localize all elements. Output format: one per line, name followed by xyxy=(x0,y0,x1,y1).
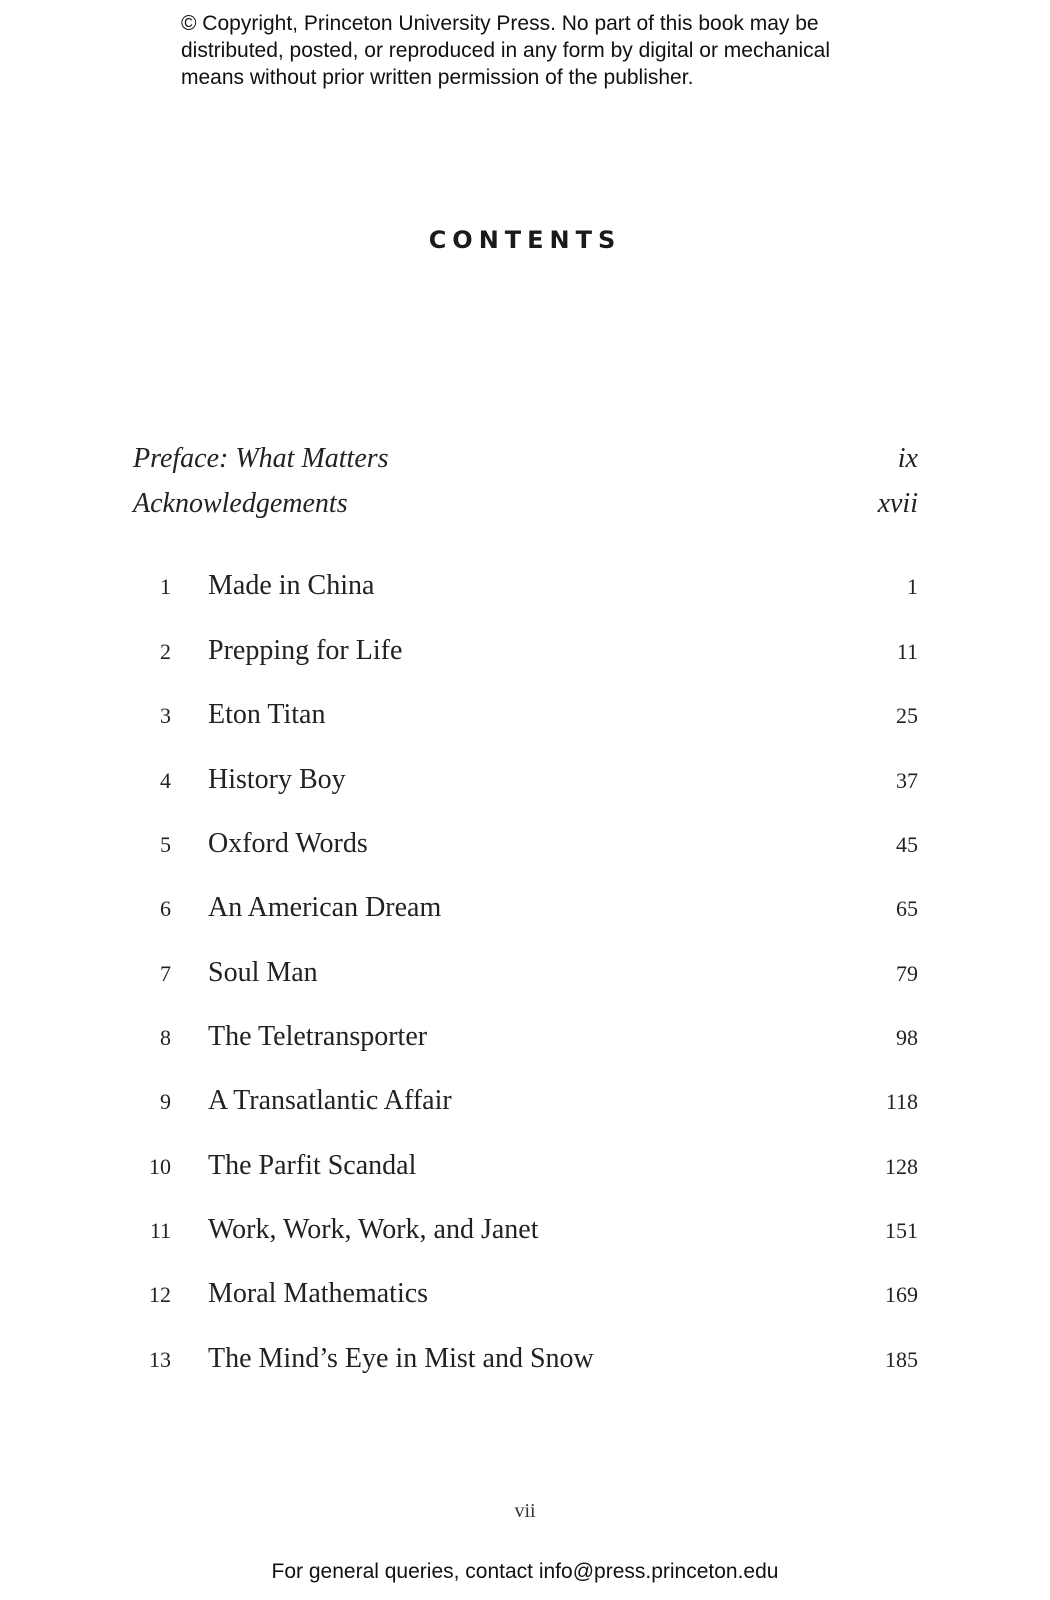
chapter-number: 1 xyxy=(160,574,171,599)
copyright-line: means without prior written permission of the publisher. xyxy=(181,66,694,89)
chapter-title: The Teletransporter xyxy=(208,1021,428,1052)
chapter-title: History Boy xyxy=(208,764,346,795)
chapter-page: 25 xyxy=(896,703,918,728)
chapter-page: 37 xyxy=(896,768,918,793)
copyright-line: distributed, posted, or reproduced in any form by digital or mechanical xyxy=(181,39,831,62)
toc-chapter-8 xyxy=(133,1021,918,1061)
toc-chapter-2 xyxy=(133,635,918,675)
toc-chapter-5 xyxy=(133,828,918,868)
chapter-number: 2 xyxy=(160,639,171,664)
toc-chapter-3 xyxy=(133,699,918,739)
toc-chapter-11 xyxy=(133,1214,918,1254)
chapter-number: 12 xyxy=(149,1282,171,1307)
toc-entry-title: Acknowledgements xyxy=(133,488,348,519)
chapter-page: 45 xyxy=(896,832,918,857)
toc-chapter-10 xyxy=(133,1150,918,1190)
chapter-page: 169 xyxy=(885,1282,918,1307)
toc-entry-page: ix xyxy=(897,443,918,474)
chapter-page: 118 xyxy=(885,1089,918,1114)
toc-entry-title: Preface: What Matters xyxy=(133,443,389,474)
chapter-title: The Mind’s Eye in Mist and Snow xyxy=(208,1343,594,1374)
page-folio: vii xyxy=(514,1500,536,1522)
chapter-number: 11 xyxy=(149,1218,171,1243)
copyright-line: © Copyright, Princeton University Press. No part of this book may be xyxy=(181,12,819,35)
chapter-page: 185 xyxy=(885,1347,918,1372)
chapter-page: 79 xyxy=(896,961,918,986)
toc-chapter-4 xyxy=(133,764,918,804)
toc-chapter-13 xyxy=(133,1343,918,1383)
toc-entry-page: xvii xyxy=(877,488,918,519)
chapter-page: 98 xyxy=(896,1025,918,1050)
chapter-page: 65 xyxy=(896,896,918,921)
chapter-title: The Parfit Scandal xyxy=(208,1150,417,1181)
chapter-page: 128 xyxy=(885,1154,918,1179)
toc-chapter-6 xyxy=(133,892,918,932)
chapter-number: 5 xyxy=(160,832,171,857)
contents-heading: CONTENTS xyxy=(428,226,622,254)
chapter-number: 10 xyxy=(149,1154,171,1179)
chapter-title: An American Dream xyxy=(208,892,442,923)
chapter-number: 6 xyxy=(160,896,171,921)
chapter-number: 13 xyxy=(149,1347,171,1372)
chapter-title: Moral Mathematics xyxy=(208,1278,429,1309)
copyright-notice xyxy=(181,10,941,91)
chapter-title: Made in China xyxy=(208,570,375,601)
chapter-page: 1 xyxy=(907,574,918,599)
chapter-title: Prepping for Life xyxy=(208,635,403,666)
chapter-number: 4 xyxy=(160,768,171,793)
chapter-title: Oxford Words xyxy=(208,828,368,859)
toc-chapter-9 xyxy=(133,1085,918,1125)
chapter-number: 7 xyxy=(160,961,171,986)
toc-chapter-7 xyxy=(133,957,918,997)
chapter-title: Eton Titan xyxy=(208,699,326,730)
chapter-page: 11 xyxy=(896,639,918,664)
chapter-page: 151 xyxy=(885,1218,918,1243)
contact-footer: For general queries, contact info@press.princeton.edu xyxy=(271,1560,779,1583)
chapter-number: 8 xyxy=(160,1025,171,1050)
chapter-number: 9 xyxy=(160,1089,171,1114)
chapter-title: A Transatlantic Affair xyxy=(208,1085,452,1116)
chapter-title: Soul Man xyxy=(208,957,318,988)
toc-chapter-12 xyxy=(133,1278,918,1318)
chapter-title: Work, Work, Work, and Janet xyxy=(208,1214,539,1245)
toc-chapter-1 xyxy=(133,570,918,610)
chapter-number: 3 xyxy=(160,703,171,728)
